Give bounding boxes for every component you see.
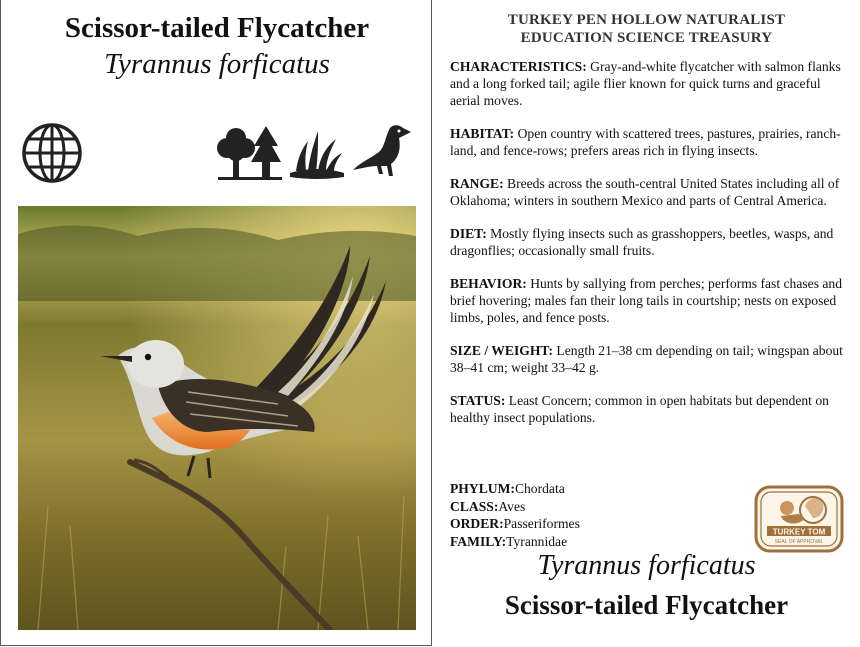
fact-range: RANGE: Breeds across the south-central United States including all of Oklahoma; winters in southern Mexico and parts of Central America.	[450, 176, 840, 208]
svg-text:SEAL OF APPROVAL: SEAL OF APPROVAL	[774, 539, 824, 545]
trees-icon	[216, 124, 284, 182]
footer-common-name: Scissor-tailed Flycatcher	[504, 590, 789, 620]
fact-size-weight: SIZE / WEIGHT: Length 21–38 cm depending on tail; wingspan about 38–41 cm; weight 33–42 g.	[450, 343, 843, 375]
footer-scientific-name: Tyrannus forficatus	[537, 550, 756, 581]
taxonomy-family: FAMILY:Tyrannidae	[450, 533, 568, 549]
fact-diet: DIET: Mostly flying insects such as grasshoppers, beetles, wasps, and dragonflies; occasionally small fruits.	[450, 226, 834, 258]
bird-icon	[351, 122, 415, 184]
taxonomy-block	[450, 480, 730, 550]
turkey-tom-seal	[753, 484, 845, 554]
svg-text:TURKEY TOM: TURKEY TOM	[772, 527, 826, 537]
taxonomy-order: ORDER:Passeriformes	[450, 516, 580, 531]
page-title: Scissor-tailed Flycatcher	[64, 12, 370, 44]
grass-wetland-icon	[288, 127, 346, 181]
fact-habitat: HABITAT: Open country with scattered trees, pastures, prairies, ranch-land, and fence-rows; prefers areas rich in flying insects.	[450, 126, 841, 158]
org-line-2: EDUCATION SCIENCE TREASURY	[520, 30, 773, 46]
bird-photo	[18, 206, 416, 630]
organization-header	[433, 11, 860, 47]
right-panel	[433, 0, 860, 647]
org-line-1: TURKEY PEN HOLLOW NATURALIST	[507, 12, 786, 28]
taxonomy-class: CLASS:Aves	[450, 498, 526, 514]
scientific-name-title: Tyrannus forficatus	[104, 48, 330, 80]
fact-behavior: BEHAVIOR: Hunts by sallying from perches; performs fast chases and brief hovering; males fan their long tails in courtship; nests on exposed limbs, poles, and fence posts.	[450, 276, 843, 325]
taxonomy-phylum: PHYLUM:Chordata	[450, 481, 565, 496]
fact-characteristics: CHARACTERISTICS: Gray-and-white flycatcher with salmon flanks and a long forked tail; agile flier known for quick turns and graceful aerial moves.	[450, 59, 841, 108]
fact-list	[450, 58, 845, 442]
fact-status: STATUS: Least Concern; common in open habitats but dependent on healthy insect populations.	[450, 393, 829, 425]
globe-icon	[20, 121, 84, 185]
